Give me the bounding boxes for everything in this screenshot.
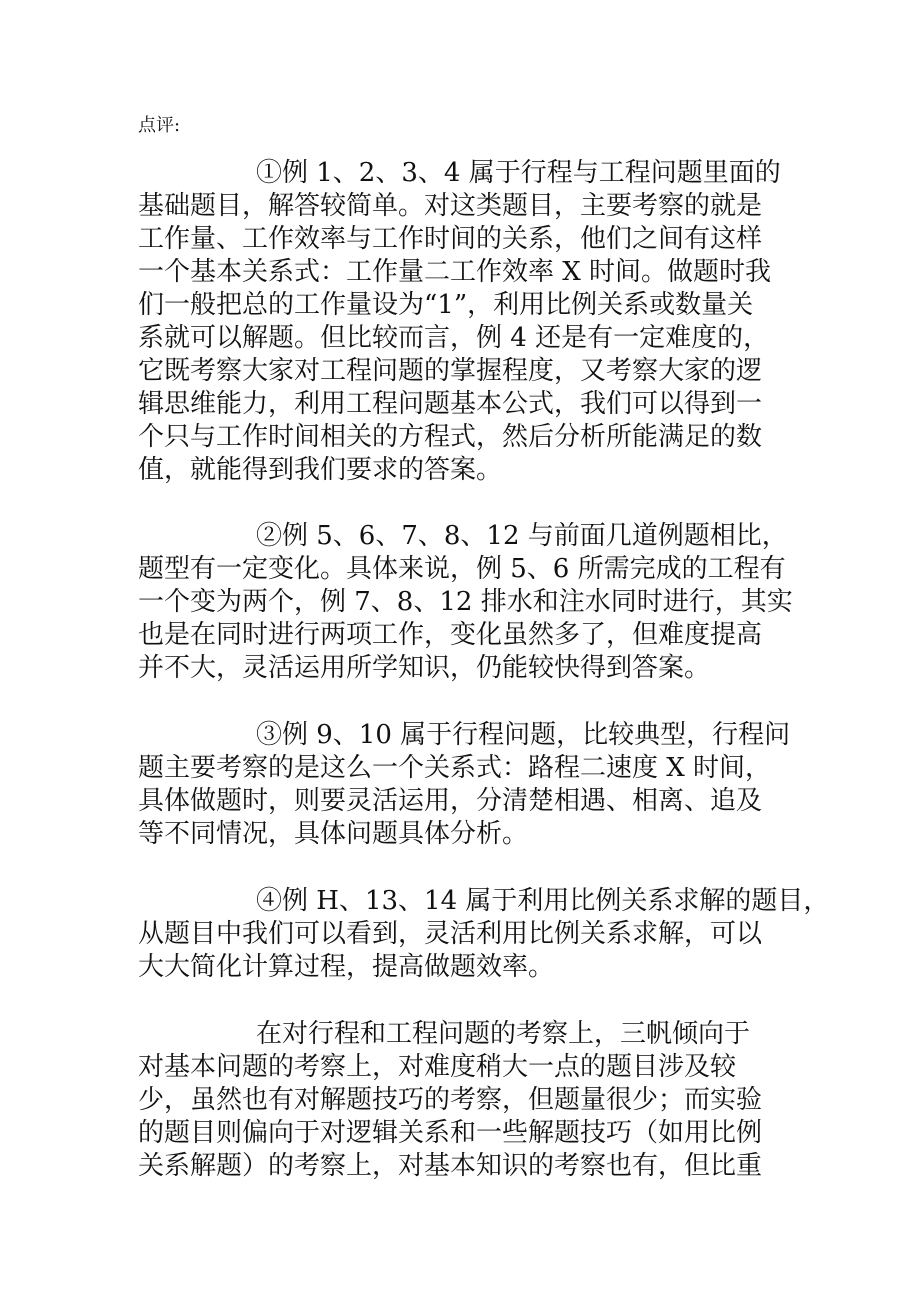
paragraph-line: 系就可以解题。但比较而言，例 4 还是有一定难度的，: [138, 323, 770, 353]
paragraph-line: 个只与工作时间相关的方程式，然后分析所能满足的数: [138, 422, 763, 452]
paragraph-3: [138, 719, 791, 851]
paragraph-line: 辑思维能力，利用工程问题基本公式，我们可以得到一: [138, 389, 763, 419]
paragraph-line: ④例 H、13、14 属于利用比例关系求解的题目，: [256, 886, 830, 916]
paragraph-line: 从题目中我们可以看到，灵活利用比例关系求解，可以: [138, 919, 763, 949]
paragraph-line: 基础题目，解答较简单。对这类题目，主要考察的就是: [138, 191, 763, 221]
paragraph-line: 们一般把总的工作量设为“1”，利用比例关系或数量关: [138, 290, 754, 320]
paragraph-line: ②例 5、6、7、8、12 与前面几道例题相比，: [256, 521, 788, 551]
paragraph-line: 并不大，灵活运用所学知识，仍能较快得到答案。: [138, 653, 711, 683]
paragraph-line: ①例 1、2、3、4 属于行程与工程问题里面的: [256, 158, 781, 188]
paragraph-line: 题型有一定变化。具体来说，例 5、6 所需完成的工程有: [138, 554, 786, 584]
paragraph-line: 一个变为两个，例 7、8、12 排水和注水同时进行，其实: [138, 587, 793, 617]
paragraph-5: [138, 1018, 788, 1183]
paragraph-4: [138, 885, 830, 984]
paragraph-line: 的题目则偏向于对逻辑关系和一些解题技巧（如用比例: [138, 1118, 763, 1148]
paragraph-line: 少，虽然也有对解题技巧的考察，但题量很少；而实验: [138, 1085, 763, 1115]
paragraph-2: [138, 520, 793, 685]
paragraph-line: 它既考察大家对工程问题的掌握程度，又考察大家的逻: [138, 356, 763, 386]
paragraph-line: 具体做题时，则要灵活运用，分清楚相遇、相离、追及: [138, 786, 763, 816]
paragraph-line: 也是在同时进行两项工作，变化虽然多了，但难度提高: [138, 620, 763, 650]
paragraph-line: 等不同情况，具体问题具体分析。: [138, 819, 529, 849]
paragraph-line: 关系解题）的考察上，对基本知识的考察也有，但比重: [138, 1151, 763, 1181]
paragraph-line: 值，就能得到我们要求的答案。: [138, 455, 503, 485]
paragraph-line: 对基本问题的考察上，对难度稍大一点的题目涉及较: [138, 1052, 737, 1082]
paragraph-1: [138, 157, 788, 487]
paragraph-line: 在对行程和工程问题的考察上，三帆倾向于: [256, 1019, 751, 1049]
paragraph-line: 工作量、工作效率与工作时间的关系，他们之间有这样: [138, 224, 763, 254]
comment-heading: 点评:: [138, 115, 181, 136]
paragraph-line: 大大简化计算过程，提高做题效率。: [138, 952, 555, 982]
paragraph-line: 一个基本关系式：工作量二工作效率 X 时间。做题时我: [138, 257, 772, 287]
paragraph-line: ③例 9、10 属于行程问题，比较典型，行程问: [256, 720, 791, 750]
paragraph-line: 题主要考察的是这么一个关系式：路程二速度 X 时间，: [138, 753, 772, 783]
